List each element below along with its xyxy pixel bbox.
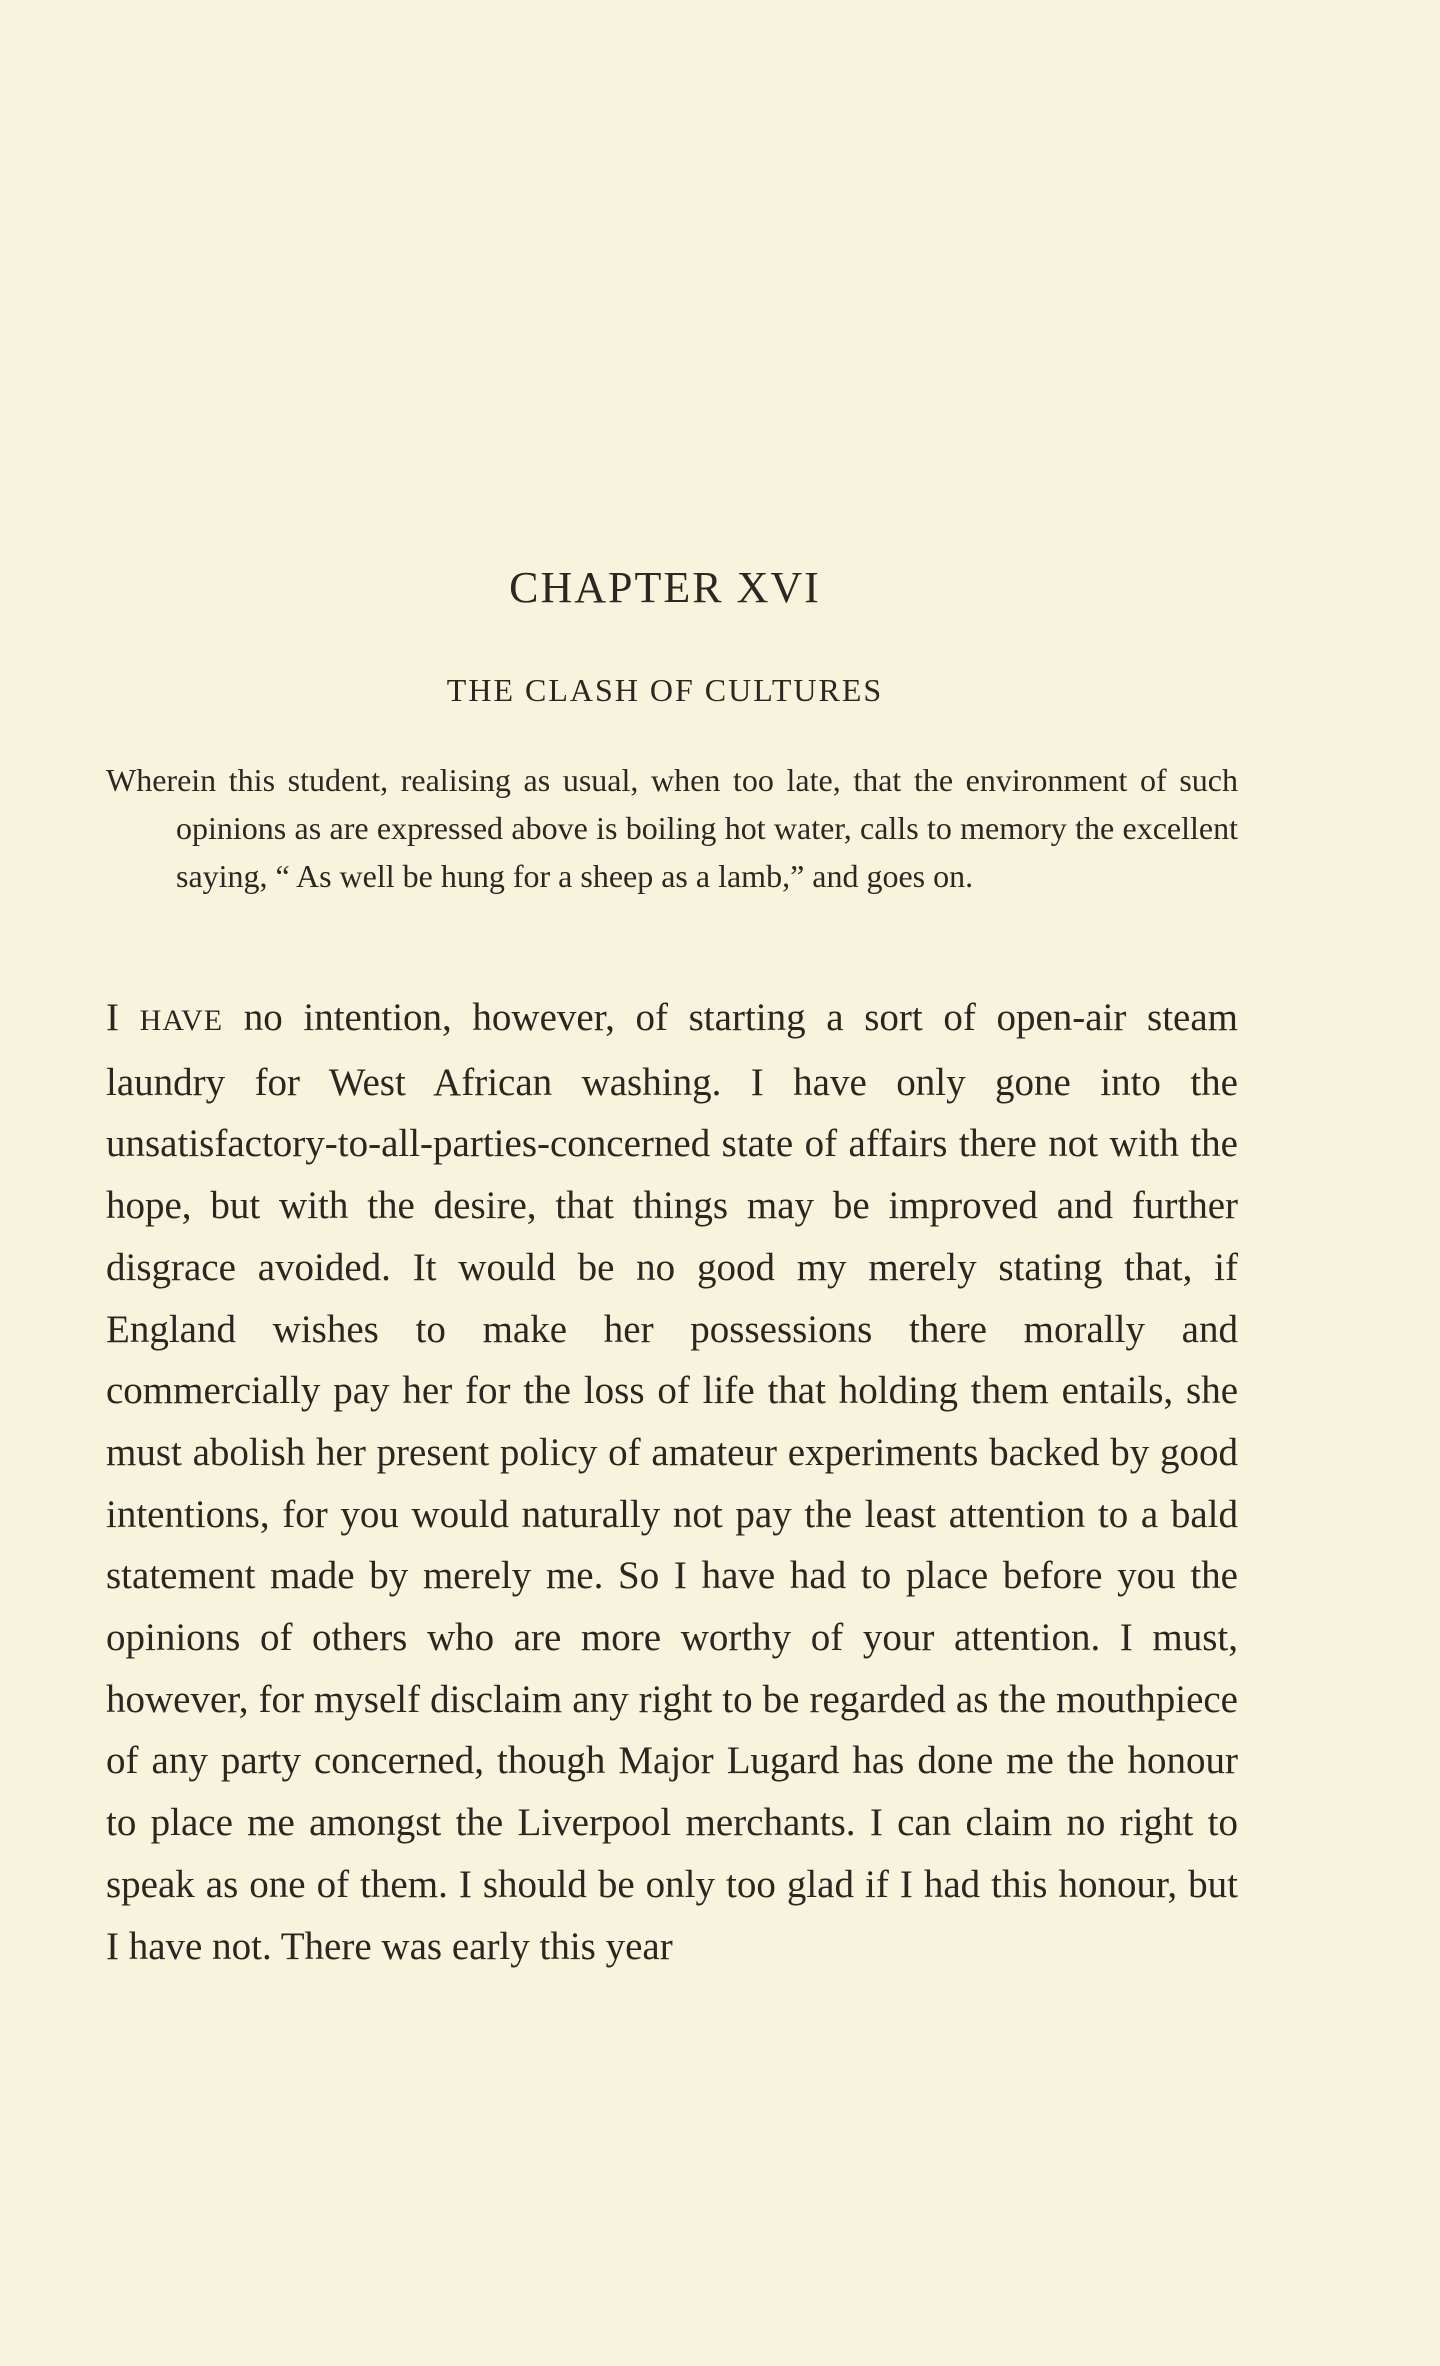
chapter-title: THE CLASH OF CULTURES [446, 672, 884, 708]
chapter-heading: CHAPTER XVI [509, 563, 821, 612]
body-paragraph [106, 987, 1238, 1977]
paragraph-text: no intention, however, of starting a sort of open-air steam laundry for West African washing. I have only gone into the unsatisfactory-to-all-parties-concerned state of affairs there not with the hope, but with the desire, that things may be improved and further disgrace avoided. It would be no good my merely stating that, if England wishes to make her possessions there morally and commercially pay her for the loss of life that holding them entails, she must abolish her present policy of amateur experiments backed by good intentions, for you would naturally not pay the least attention to a bald statement made by merely me. So I have had to place before you the opinions of others who are more worthy of your attention. I must, however, for myself disclaim any right to be regarded as the mouthpiece of any party concerned, though Major Lugard has done me the honour to place me amongst the Liverpool merchants. I can claim no right to speak as one of them. I should be only too glad if I had this honour, but I have not. There was early this year [106, 996, 1239, 1968]
lead-smallcaps: HAVE [139, 1004, 224, 1037]
lead-initial: I [106, 996, 119, 1039]
chapter-summary: Wherein this student, realising as usual, when too late, that the environment of such opinions as are expressed above is boiling hot water, calls to memory the excellent saying, “ As well be hung for a sheep as a lamb,” and goes on. [106, 762, 1238, 894]
